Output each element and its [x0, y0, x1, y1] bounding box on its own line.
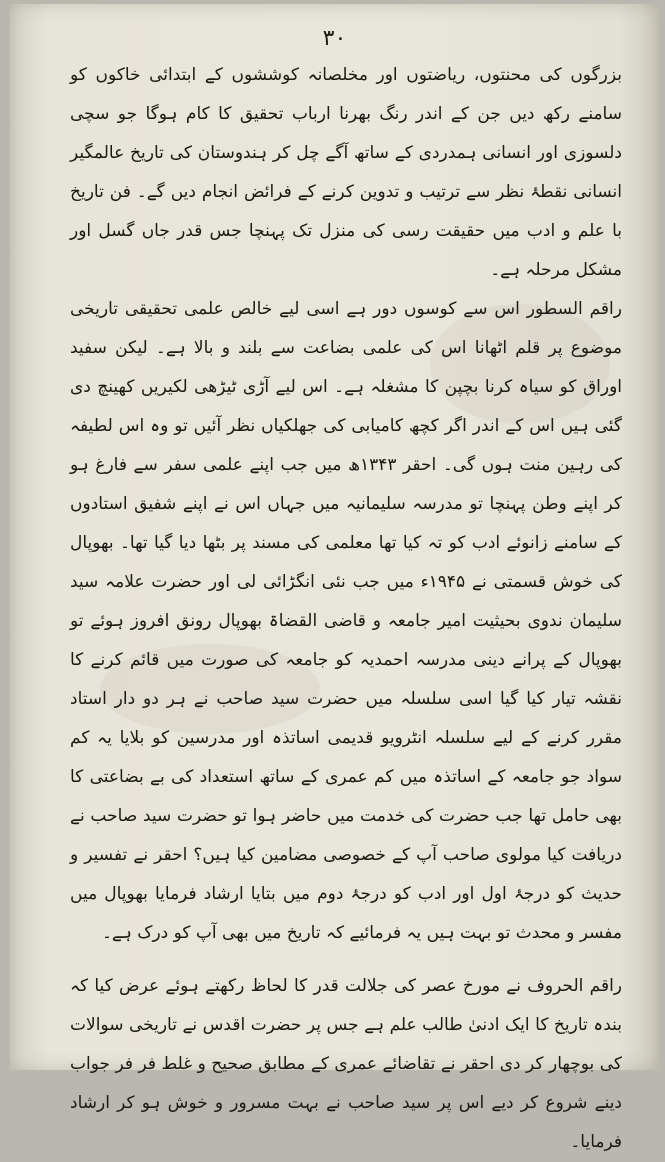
book-page: [10, 4, 659, 1152]
body-text: [70, 56, 622, 1162]
page-number: ۳۰: [322, 26, 347, 51]
paragraph-1: بزرگوں کی محنتوں، ریاضتوں اور مخلصانہ کوششوں کے ابتدائی خاکوں کو سامنے رکھ دیں جن کے اندر رنگ بھرنا ارباب تحقیق کا کام ہوگا جو سچی دلسوزی اور انسانی ہمدردی کے ساتھ آگے چل کر ہندوستان کی تاریخ عالمگیر انسانی نقطۂ نظر سے ترتیب و تدوین کرنے کے فرائض انجام دیں گے۔ فن تاریخ با علم و ادب میں حقیقت رسی کی منزل تک پہنچا جس قدر جاں گسل اور مشکل مرحلہ ہے۔: [70, 65, 622, 280]
paragraph-3: راقم الحروف نے مورخ عصر کی جلالت قدر کا لحاظ رکھتے ہوئے عرض کیا کہ بندہ تاریخ کا ایک ادنیٰ طالب علم ہے جس پر حضرت اقدس نے تاریخی سوالات کی بوچھار کر دی احقر نے تقاضائے عمری کے مطابق صحیح و غلط فر فر جواب دینے شروع کر دیے اس پر سید صاحب نے بہت مسرور و خوش ہو کر ارشاد فرمایا۔: [70, 976, 622, 1152]
paragraph-2: راقم السطور اس سے کوسوں دور ہے اسی لیے خالص علمی تحقیقی تاریخی موضوع پر قلم اٹھانا اس کی علمی بضاعت سے بلند و بالا ہے۔ لیکن سفید اوراق کو سیاہ کرنا بچپن کا مشغلہ ہے۔ اس لیے آڑی ٹیڑھی لکیریں کھینچ دی گئی ہیں اس کے اندر اگر کچھ کامیابی کی جھلکیاں نظر آئیں تو وہ اس لطیفہ کی رہین منت ہوں گی۔ احقر ۱۳۴۳ھ میں جب اپنے علمی سفر سے فارغ ہو کر اپنے وطن پہنچا تو مدرسہ سلیمانیہ میں جہاں اس نے اپنے شفیق استادوں کے سامنے زانوئے ادب کو تہ کیا تھا معلمی کی مسند پر بٹھا دیا گیا تھا۔ بھوپال کی خوش قسمتی نے ۱۹۴۵ء میں جب نئی انگڑائی لی اور حضرت علامہ سید سلیمان ندوی بحیثیت امیر جامعہ و قاضی القضاۃ بھوپال رونق افروز ہوئے تو بھوپال کے پرانے دینی مدرسہ احمدیہ کو جامعہ کی صورت میں قائم کرنے کا نقشہ تیار کیا گیا اسی سلسلہ میں حضرت سید صاحب نے ہر دو دار استاد مقرر کرنے کے لیے سلسلہ انٹرویو قدیمی اساتذہ اور مدرسین کو بلایا یہ کم سواد جو جامعہ کے اساتذہ میں کم عمری کے ساتھ استعداد کی بے بضاعتی کا بھی حامل تھا جب حضرت کی خدمت میں حاضر ہوا تو حضرت سید صاحب نے دریافت کیا مولوی صاحب آپ کے خصوصی مضامین کیا ہیں؟ احقر نے تفسیر و حدیث کو درجۂ اول اور ادب کو درجۂ دوم میں بتایا ارشاد فرمایا بھوپال میں مفسر و محدث تو بہت ہیں یہ فرمائیے کہ تاریخ میں بھی آپ کو درک ہے۔: [70, 299, 622, 943]
